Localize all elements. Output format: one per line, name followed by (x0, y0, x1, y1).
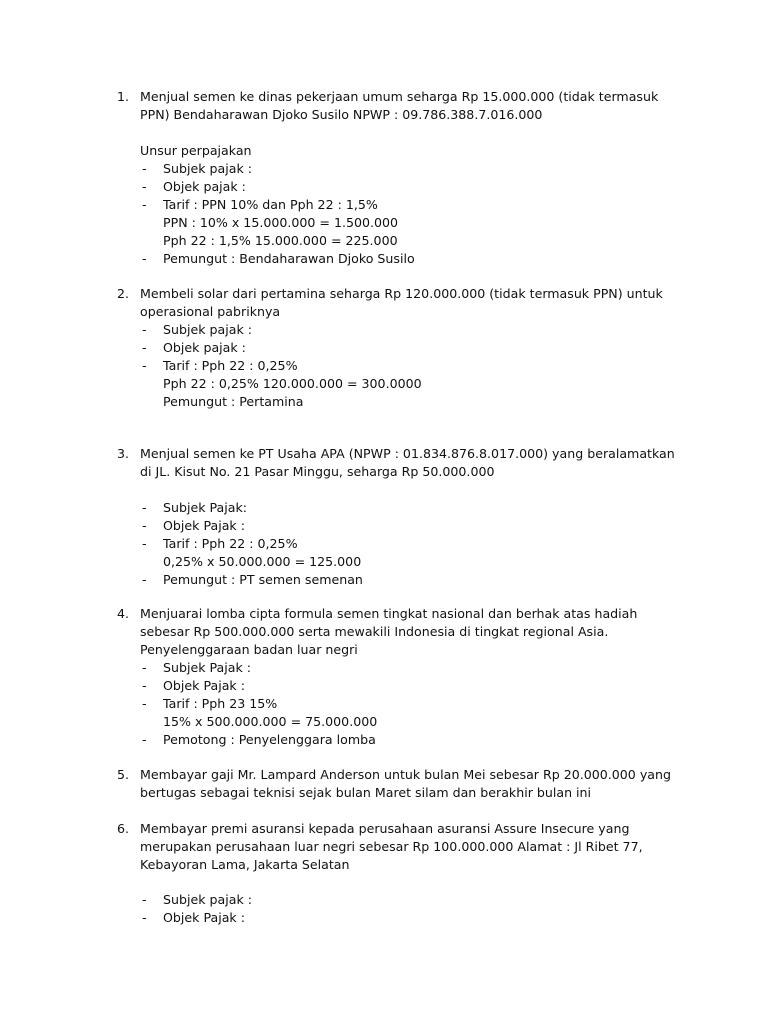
item-4-bullet-tarif: Tarif : Pph 23 15% (163, 696, 278, 711)
item-1-bullet-tarif: Tarif : PPN 10% dan Pph 22 : 1,5% (163, 197, 378, 212)
item-4-calc: 15% x 500.000.000 = 75.000.000 (163, 714, 378, 729)
item-6-text-line-1: Membayar premi asuransi kepada perusahaan asuransi Assure Insecure yang (140, 821, 630, 836)
bullet-dash: - (142, 500, 147, 515)
bullet-dash: - (142, 732, 147, 747)
item-2-bullet-subjek: Subjek pajak : (163, 322, 252, 337)
bullet-dash: - (142, 910, 147, 925)
item-2-text-line-1: Membeli solar dari pertamina seharga Rp 120.000.000 (tidak termasuk PPN) untuk (140, 286, 663, 301)
bullet-dash: - (142, 322, 147, 337)
item-1-number: 1. (117, 89, 130, 104)
bullet-dash: - (142, 660, 147, 675)
item-1-bullet-subjek: Subjek pajak : (163, 161, 252, 176)
item-3-bullet-pemungut: Pemungut : PT semen semenan (163, 572, 363, 587)
item-5-text-line-1: Membayar gaji Mr. Lampard Anderson untuk bulan Mei sebesar Rp 20.000.000 yang (140, 767, 671, 782)
item-4-text-line-2: sebesar Rp 500.000.000 serta mewakili Indonesia di tingkat regional Asia. (140, 624, 609, 639)
item-4-text-line-3: Penyelenggaraan badan luar negri (140, 642, 358, 657)
item-4-bullet-objek: Objek Pajak : (163, 678, 245, 693)
item-2-text-line-2: operasional pabriknya (140, 304, 281, 319)
bullet-dash: - (142, 892, 147, 907)
bullet-dash: - (142, 358, 147, 373)
item-2-bullet-tarif: Tarif : Pph 22 : 0,25% (163, 358, 298, 373)
bullet-dash: - (142, 696, 147, 711)
item-3-bullet-objek: Objek Pajak : (163, 518, 245, 533)
item-5-number: 5. (117, 767, 130, 782)
item-3-calc: 0,25% x 50.000.000 = 125.000 (163, 554, 362, 569)
item-2-number: 2. (117, 286, 130, 301)
bullet-dash: - (142, 678, 147, 693)
bullet-dash: - (142, 340, 147, 355)
item-4-text-line-1: Menjuarai lomba cipta formula semen tingkat nasional dan berhak atas hadiah (140, 606, 638, 621)
item-3-bullet-tarif: Tarif : Pph 22 : 0,25% (163, 536, 298, 551)
item-1-text-line-2: PPN) Bendaharawan Djoko Susilo NPWP : 09.786.388.7.016.000 (140, 107, 543, 122)
item-5-text-line-2: bertugas sebagai teknisi sejak bulan Maret silam dan berakhir bulan ini (140, 785, 592, 800)
item-1-bullet-pemungut: Pemungut : Bendaharawan Djoko Susilo (163, 251, 415, 266)
item-6-text-line-2: merupakan perusahaan luar negri sebesar Rp 100.000.000 Alamat : Jl Ribet 77, (140, 839, 643, 854)
item-1-heading: Unsur perpajakan (140, 143, 252, 158)
item-1-text-line-1: Menjual semen ke dinas pekerjaan umum seharga Rp 15.000.000 (tidak termasuk (140, 89, 659, 104)
bullet-dash: - (142, 251, 147, 266)
bullet-dash: - (142, 197, 147, 212)
item-3-bullet-subjek: Subjek Pajak: (163, 500, 248, 515)
item-6-text-line-3: Kebayoran Lama, Jakarta Selatan (140, 857, 350, 872)
item-4-bullet-subjek: Subjek Pajak : (163, 660, 252, 675)
item-3-number: 3. (117, 446, 130, 461)
item-3-text-line-1: Menjual semen ke PT Usaha APA (NPWP : 01.834.876.8.017.000) yang beralamatkan (140, 446, 675, 461)
item-6-number: 6. (117, 821, 130, 836)
item-4-bullet-pemotong: Pemotong : Penyelenggara lomba (163, 732, 376, 747)
bullet-dash: - (142, 161, 147, 176)
item-1-calc-ppn: PPN : 10% x 15.000.000 = 1.500.000 (163, 215, 399, 230)
item-2-pemungut: Pemungut : Pertamina (163, 394, 304, 409)
item-4-number: 4. (117, 606, 130, 621)
bullet-dash: - (142, 572, 147, 587)
item-6-bullet-subjek: Subjek pajak : (163, 892, 252, 907)
item-3-text-line-2: di JL. Kisut No. 21 Pasar Minggu, seharga Rp 50.000.000 (140, 464, 495, 479)
bullet-dash: - (142, 536, 147, 551)
bullet-dash: - (142, 518, 147, 533)
bullet-dash: - (142, 179, 147, 194)
item-6-bullet-objek: Objek Pajak : (163, 910, 245, 925)
item-1-calc-pph: Pph 22 : 1,5% 15.000.000 = 225.000 (163, 233, 398, 248)
item-2-calc-pph: Pph 22 : 0,25% 120.000.000 = 300.0000 (163, 376, 422, 391)
item-2-bullet-objek: Objek pajak : (163, 340, 246, 355)
item-1-bullet-objek: Objek pajak : (163, 179, 246, 194)
